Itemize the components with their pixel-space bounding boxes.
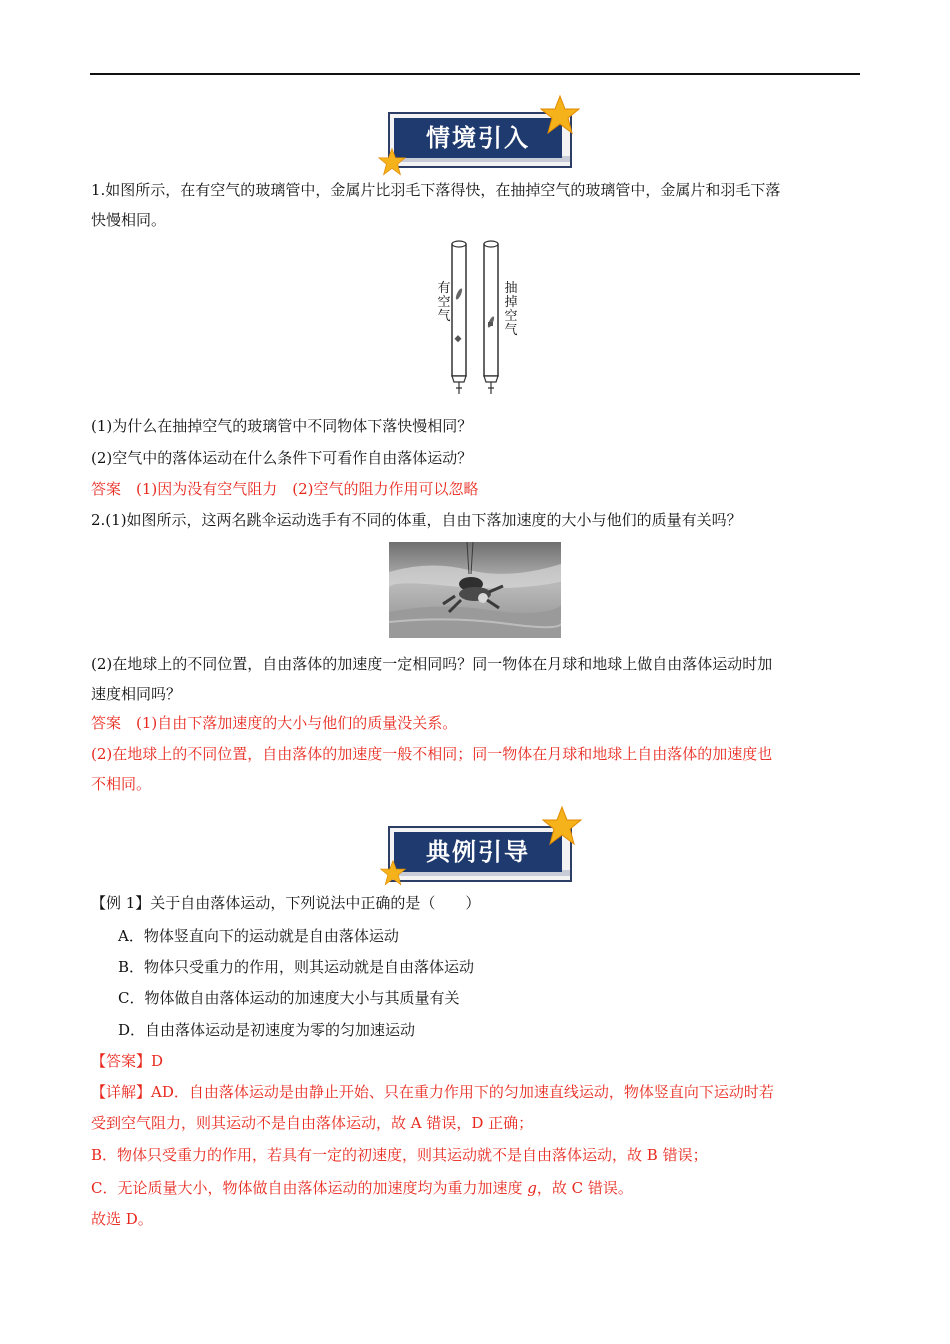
tube-label-no-air: 抽掉空气 xyxy=(504,281,518,338)
question-1-text: 1.如图所示，在有空气的玻璃管中，金属片比羽毛下落得快，在抽掉空气的玻璃管中，金属片和羽毛下落 xyxy=(91,181,781,199)
banner-title: 情境引入 xyxy=(394,118,562,158)
example-detail-4-tail: ，故 C 错误。 xyxy=(536,1179,633,1197)
skydivers-photo xyxy=(389,542,561,638)
star-icon xyxy=(378,148,406,176)
example-option-d: D．自由落体运动是初速度为零的匀加速运动 xyxy=(118,1021,416,1039)
header-rule xyxy=(90,73,860,75)
question-2-answer-2-cont: 不相同。 xyxy=(91,775,152,793)
question-2-sub-2: (2)在地球上的不同位置，自由落体的加速度一定相同吗？同一物体在月球和地球上做自由落体运动时加 xyxy=(91,655,773,673)
question-1-sub-1: (1)为什么在抽掉空气的玻璃管中不同物体下落快慢相同？ xyxy=(91,417,473,435)
star-icon xyxy=(380,860,406,886)
question-2-sub-2-cont: 速度相同吗？ xyxy=(91,685,182,703)
example-detail-3: B．物体只受重力的作用，若具有一定的初速度，则其运动就不是自由落体运动，故 B 错误； xyxy=(91,1146,708,1164)
question-1-answer: 答案 (1)因为没有空气阻力 (2)空气的阻力作用可以忽略 xyxy=(91,480,479,498)
example-detail-1: 【详解】AD．自由落体运动是由静止开始、只在重力作用下的匀加速直线运动，物体竖直向下运动时若 xyxy=(91,1083,774,1101)
example-conclusion: 故选 D。 xyxy=(91,1210,153,1228)
star-icon xyxy=(542,806,582,846)
tube-label-with-air: 有空气 xyxy=(437,281,451,324)
example-detail-2: 受到空气阻力，则其运动不是自由落体运动，故 A 错误，D 正确； xyxy=(91,1114,534,1132)
question-2-answer-2: (2)在地球上的不同位置，自由落体的加速度一般不相同；同一物体在月球和地球上自由落体的加速度也 xyxy=(91,745,773,763)
question-1-sub-2: (2)空气中的落体运动在什么条件下可看作自由落体运动？ xyxy=(91,449,473,467)
example-answer: 【答案】D xyxy=(91,1052,164,1070)
example-option-c: C．物体做自由落体运动的加速度大小与其质量有关 xyxy=(118,989,460,1007)
example-detail-4-text: C．无论质量大小，物体做自由落体运动的加速度均为重力加速度 xyxy=(91,1179,528,1197)
example-1-stem: 【例 1】关于自由落体运动，下列说法中正确的是（ ） xyxy=(91,894,481,912)
example-option-b: B．物体只受重力的作用，则其运动就是自由落体运动 xyxy=(118,958,475,976)
question-1-text-cont: 快慢相同。 xyxy=(91,211,167,229)
gravity-symbol: g xyxy=(527,1179,537,1197)
example-option-a: A．物体竖直向下的运动就是自由落体运动 xyxy=(118,927,399,945)
example-detail-4 xyxy=(91,1178,633,1198)
question-2-text: 2.(1)如图所示，这两名跳伞运动选手有不同的体重，自由下落加速度的大小与他们的质量有关吗？ xyxy=(91,511,742,529)
star-icon xyxy=(540,95,580,135)
question-2-answer-1: 答案 (1)自由下落加速度的大小与他们的质量没关系。 xyxy=(91,714,458,732)
banner-title: 典例引导 xyxy=(394,832,562,872)
